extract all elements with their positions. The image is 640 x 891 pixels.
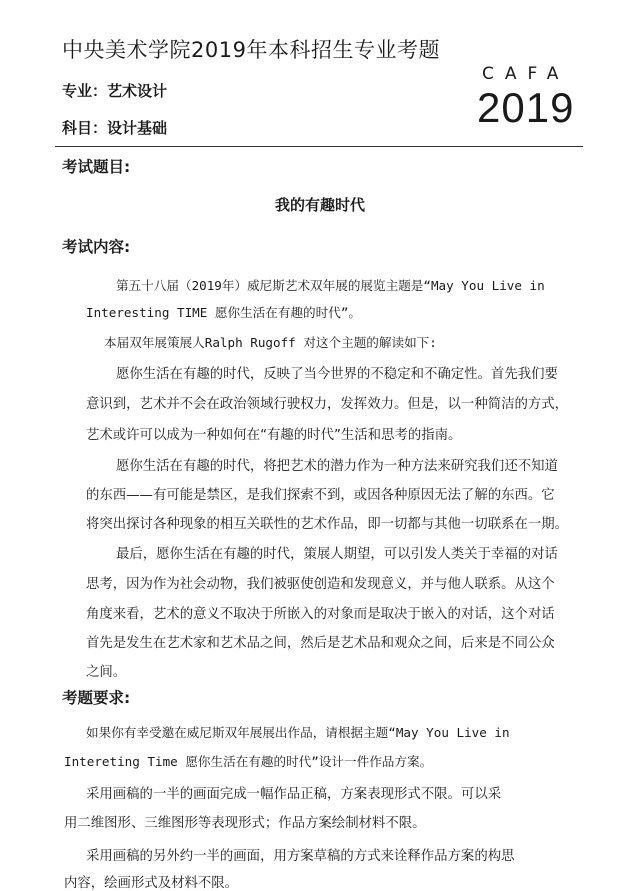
content-line: 本届双年展策展人Ralph Rugoff 对这个主题的解读如下: — [104, 335, 437, 350]
content-heading: 考试内容: — [62, 238, 131, 256]
exam-title: 中央美术学院2019年本科招生专业考题 — [62, 38, 440, 62]
content-line: 角度来看，艺术的意义不取决于所嵌入的对象而是取决于嵌入的对话，这个对话 — [86, 607, 555, 622]
requirement-line: 采用画稿的一半的画面完成一幅作品正稿，方案表现形式不限。可以采 — [86, 787, 502, 802]
content-line: 之间。 — [86, 665, 127, 680]
content-line: Interesting TIME 愿你生活在有趣的时代”。 — [86, 305, 362, 320]
content-line: 愿你生活在有趣的时代，将把艺术的潜力作为一种方法来研究我们还不知道 — [116, 459, 558, 474]
header-divider — [55, 146, 583, 147]
content-line: 的东西——有可能是禁区，是我们探索不到，或因各种原因无法了解的东西。它 — [86, 488, 555, 503]
requirement-line: 内容，绘画形式及材料不限。 — [64, 876, 239, 891]
content-line: 首先是发生在艺术家和艺术品之间，然后是艺术品和观众之间，后来是不同公众 — [86, 636, 555, 651]
major-label: 专业：艺术设计 — [62, 82, 168, 100]
content-line: 最后，愿你生活在有趣的时代，策展人期望，可以引发人类关于幸福的对话 — [116, 547, 558, 562]
content-line: 艺术或许可以成为一种如何在“有趣的时代”生活和思考的指南。 — [86, 428, 462, 443]
content-line: 将突出探讨各种现象的相互关联性的艺术作品，即一切都与其他一切联系在一期。 — [86, 517, 569, 532]
requirement-line: 如果你有幸受邀在威尼斯双年展展出作品，请根据主题“May You Live in — [86, 725, 510, 740]
requirement-line: 用二维图形、三维图形等表现形式；作品方案绘制材料不限。 — [64, 816, 426, 831]
requirement-line: Intereting Time 愿你生活在有趣的时代”设计一件作品方案。 — [64, 754, 433, 769]
topic-title: 我的有趣时代 — [274, 196, 365, 214]
content-line: 意识到，艺术并不会在政治领域行驶权力，发挥效力。但是，以一种简洁的方式， — [86, 397, 569, 412]
requirements-heading: 考题要求: — [62, 689, 131, 707]
content-line: 思考，因为作为社会动物，我们被驱使创造和发现意义，并与他人联系。从这个 — [86, 577, 555, 592]
content-line: 愿你生活在有趣的时代，反映了当今世界的不稳定和不确定性。首先我们要 — [116, 367, 558, 382]
cafa-logo-year: 2019 — [477, 84, 575, 131]
cafa-logo-text: CAFA — [482, 64, 570, 84]
subject-label: 科目：设计基础 — [62, 119, 168, 137]
content-line: 第五十八届（2019年）威尼斯艺术双年展的展览主题是“May You Live in — [116, 278, 545, 293]
topic-heading: 考试题目: — [62, 158, 131, 176]
requirement-line: 采用画稿的另外约一半的画面，用方案草稿的方式来诠释作品方案的构思 — [86, 849, 515, 864]
